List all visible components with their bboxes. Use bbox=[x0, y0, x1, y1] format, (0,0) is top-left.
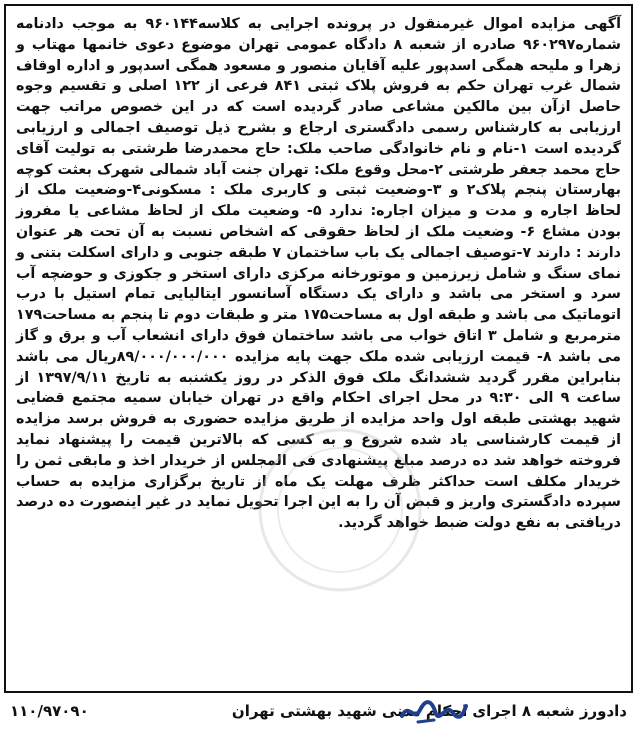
notice-body-text: آگهی مزایده اموال غیرمنقول در پرونده اجرایی به کلاسه۹۶۰۱۴۴ به موجب دادنامه شماره۹۶۰۲۹۷ صادره از شعبه ۸ دادگاه عمومی تهران موضوع دعوی خانمها مهتاب و زهرا و ملیحه همگی اسدپور علیه آقایان منصور و مسعود همگی اسدپور و اداره اوقاف شمال غرب تهران حکم به فروش پلاک ثبتی ۸۴۱ فرعی از ۱۲۲ اصلی و تقسیم وجوه حاصل ازآن بین مالکین مشاعی صادر گردیده است که در این خصوص مراتب جهت ارزیابی به کارشناس رسمی دادگستری ارجاع و بشرح ذیل توصیف اجمالی و ارزیابی گردیده است ۱-نام و نام خانوادگی صاحب ملک: حاج محمدرضا طرشتی به تولیت آقای حاج محمد جعفر طرشتی ۲-محل وقوع ملک: تهران جنت آباد شمالی شهرک بعثت کوچه بهارستان پنجم پلاک۲ و ۳-وضعیت ثبتی و کاربری ملک : مسکونی۴-وضعیت ملک از لحاظ اجاره و مدت و میزان اجاره: ندارد ۵- وضعیت ملک از لحاظ مشاعی یا مفروز بودن مشاع ۶- وضعیت ملک از لحاظ حقوقی که اشخاص نسبت به آن تحت هر عنوان دارند : دارند ۷-توصیف اجمالی یک باب ساختمان ۷ طبقه جنوبی و دارای اسکلت بتنی و نمای سنگ و شامل زیرزمین و موتورخانه مرکزی دارای استخر و جکوزی و حوضچه آب سرد و استخر می باشد و دارای یک دستگاه آسانسور ایتالیایی تمام استیل با درب اتوماتیک می باشد و طبقه اول به مساحت۱۷۵ متر و طبقات دوم تا پنجم به مساحت۱۷۹ مترمربع و شامل ۳ اتاق خواب می باشد ساختمان فوق دارای انشعاب آب و برق و گاز می باشد ۸- قیمت ارزیابی شده ملک جهت پایه مزایده ۸۹/۰۰۰/۰۰۰/۰۰۰ریال می باشد بنابراین مقرر گردید ششدانگ ملک فوق الذکر در روز یکشنبه به تاریخ ۱۳۹۷/۹/۱۱ از ساعت ۹ الی ۹:۳۰ در محل اجرای احکام واقع در تهران خیابان سمیه مجتمع قضایی شهید بهشتی طبقه اول واحد مزایده از طریق مزایده حضوری به فروش برسد مزایده از قیمت کارشناسی یاد شده شروع و به کسی که بالاترین قیمت را پیشنهاد نماید فروخته خواهد شد ده درصد مبلغ پیشنهادی فی المجلس از خریدار اخذ و مابقی ثمن را خریدار مکلف است حداکثر ظرف مهلت یک ماه از تاریخ برگزاری مزایده به حساب سپرده دادگستری واریز و قبض آن را به این اجرا تحویل نماید در غیر اینصورت ده درصد دریافتی به نفع دولت ضبط خواهد گردید. bbox=[16, 16, 622, 532]
signature-mark bbox=[398, 692, 470, 726]
auction-notice bbox=[4, 4, 633, 693]
notice-code: ۱۱۰/۹۷۰۹۰ bbox=[10, 702, 89, 720]
issuing-authority: دادورز شعبه ۸ اجرای احکام مدنی شهید بهشتی تهران bbox=[231, 702, 627, 720]
notice-footer bbox=[4, 696, 633, 726]
